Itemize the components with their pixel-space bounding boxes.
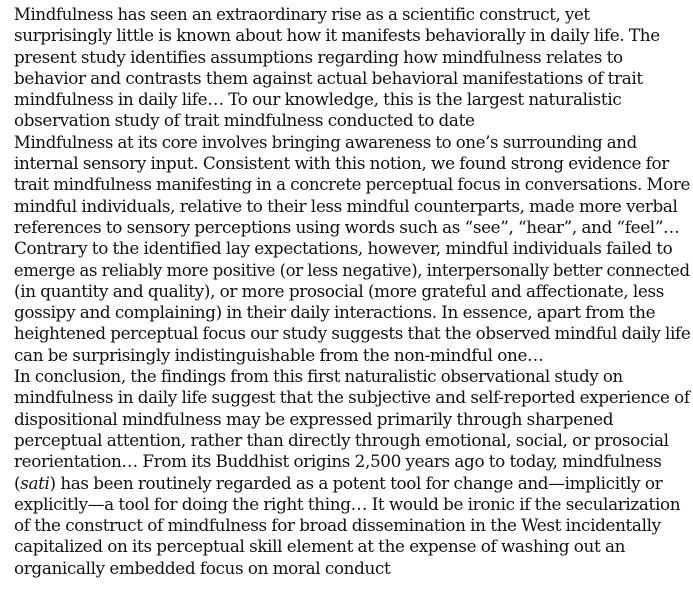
- text-line: perceptual attention, rather than directly through emotional, social, or prosocial: [14, 429, 669, 450]
- text-line: capitalized on its perceptual skill element at the expense of washing out an: [14, 536, 626, 557]
- sati-rest: ) has been routinely regarded as a potent tool for change and—implicitly or: [49, 472, 663, 493]
- paragraph-conclusion: [4, 366, 690, 579]
- text-line: emerge as reliably more positive (or less negative), interpersonally better connected: [13, 259, 690, 280]
- text-line: present study identifies assumptions regarding how mindfulness relates to: [14, 46, 623, 67]
- text-line: explicitly—a tool for doing the right thing… It would be ironic if the secularization: [14, 493, 681, 514]
- text-line: observation study of trait mindfulness conducted to date: [14, 110, 475, 131]
- text-line: behavior and contrasts them against actual behavioral manifestations of trait: [14, 67, 643, 88]
- text-line: organically embedded focus on moral conduct: [14, 557, 391, 578]
- text-line: trait mindfulness manifesting in a concrete perceptual focus in conversations. More: [13, 174, 690, 195]
- text-line: can be surprisingly indistinguishable from the non-mindful one…: [14, 344, 544, 365]
- text-line: gossipy and complaining) in their daily interactions. In essence, apart from the: [14, 302, 656, 323]
- sati-term: sati: [20, 472, 50, 493]
- paragraph-findings: [4, 132, 690, 366]
- text-line: Contrary to the identified lay expectations, however, mindful individuals failed to: [14, 238, 673, 259]
- text-line: mindfulness in daily life… To our knowledge, this is the largest naturalistic: [14, 89, 622, 110]
- text-line: (in quantity and quality), or more prosocial (more grateful and affectionate, less: [14, 280, 664, 301]
- text-line: dispositional mindfulness may be expressed primarily through sharpened: [14, 408, 614, 429]
- text-line: Mindfulness at its core involves bringing awareness to one’s surrounding and: [13, 131, 637, 152]
- text-line: of the construct of mindfulness for broad dissemination in the West incidentally: [14, 515, 661, 536]
- paragraph-abstract: [4, 4, 690, 132]
- text-line: heightened perceptual focus our study suggests that the observed mindful daily life: [13, 323, 691, 344]
- text-line: mindful individuals, relative to their less mindful counterparts, made more verbal: [14, 195, 678, 216]
- text-line: references to sensory perceptions using words such as “see”, “hear”, and “feel”…: [14, 216, 680, 237]
- text-line: Mindfulness has seen an extraordinary rise as a scientific construct, yet: [13, 4, 590, 24]
- text-line: In conclusion, the findings from this first naturalistic observational study on: [13, 366, 623, 387]
- text-line: internal sensory input. Consistent with this notion, we found strong evidence for: [14, 153, 669, 174]
- document-body: [4, 4, 690, 579]
- text-line-sati: [4, 473, 690, 494]
- text-line: mindfulness in daily life suggest that the subjective and self-reported experience of: [13, 387, 690, 408]
- text-line: reorientation… From its Buddhist origins 2,500 years ago to today, mindfulness: [14, 451, 662, 472]
- sati-open-paren: (: [14, 472, 21, 493]
- text-line: surprisingly little is known about how it manifests behaviorally in daily life. The: [14, 25, 660, 46]
